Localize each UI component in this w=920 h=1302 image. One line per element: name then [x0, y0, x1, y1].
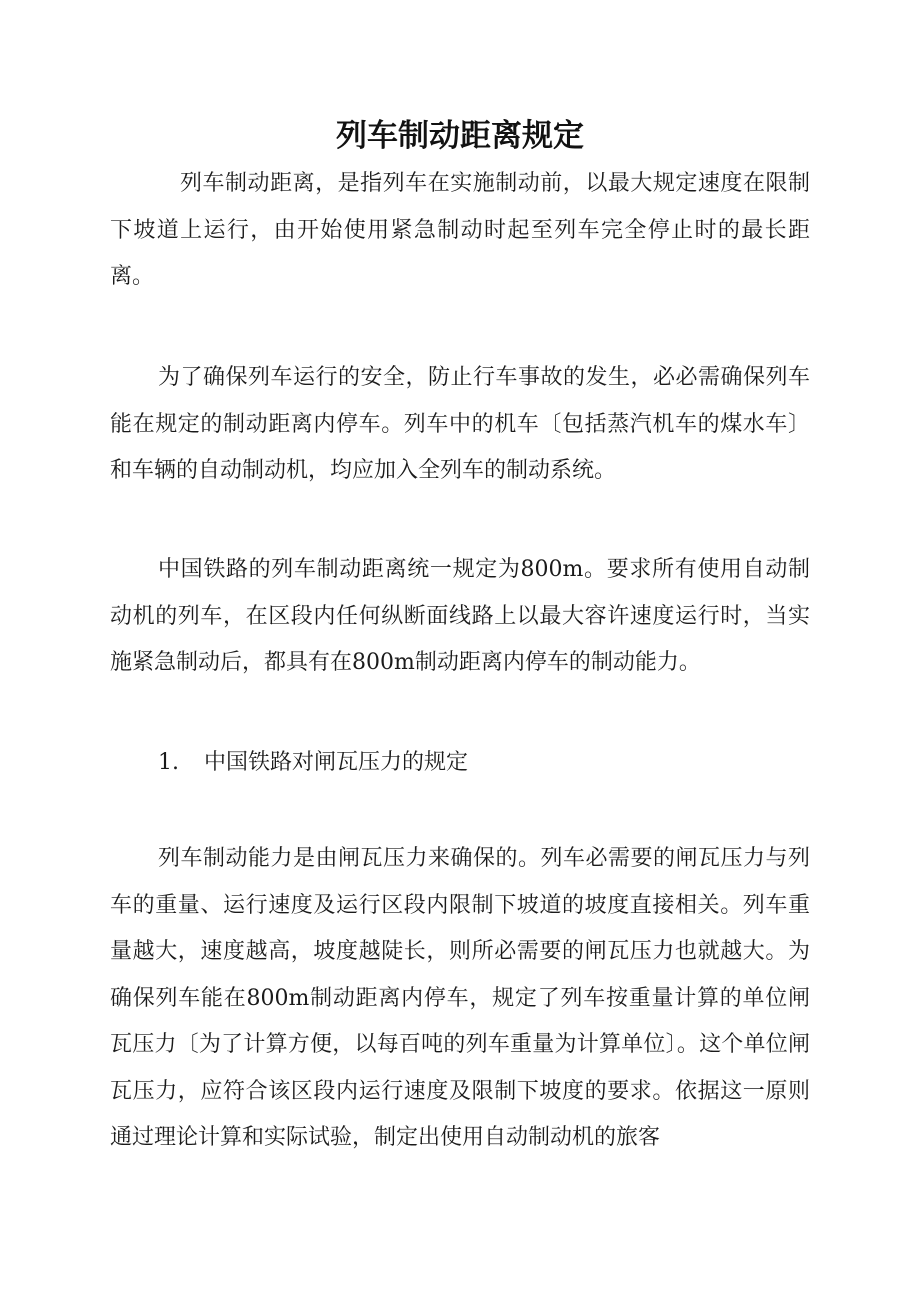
paragraph-safety: 为了确保列车运行的安全，防止行车事故的发生，必必需确保列车能在规定的制动距离内停车。列车中的机车〔包括蒸汽机车的煤水车〕和车辆的自动制动机，均应加入全列车的制动系统。 — [110, 365, 810, 483]
paragraph-china-standard: 中国铁路的列车制动距离统一规定为800m。要求所有使用自动制动机的列车，在区段内任何纵断面线路上以最大容许速度运行时，当实施紧急制动后，都具有在800m制动距离内停车的制动能力。 — [110, 557, 810, 675]
section-heading — [158, 740, 468, 786]
section-number: 1. — [158, 750, 179, 775]
section-heading-text: 中国铁路对闸瓦压力的规定 — [204, 750, 469, 775]
page-title: 列车制动距离规定 — [336, 118, 584, 154]
paragraph-definition: 列车制动距离，是指列车在实施制动前，以最大规定速度在限制下坡道上运行，由开始使用紧急制动时起至列车完全停止时的最长距离。 — [110, 171, 810, 289]
paragraph-brake-capacity: 列车制动能力是由闸瓦压力来确保的。列车必需要的闸瓦压力与列车的重量、运行速度及运行区段内限制下坡道的坡度直接相关。列车重量越大，速度越高，坡度越陡长，则所必需要的闸瓦压力也就越大。为确保列车能在800m制动距离内停车，规定了列车按重量计算的单位闸瓦压力〔为了计算方便，以每百吨的列车重量为计算单位〕。这个单位闸瓦压力，应符合该区段内运行速度及限制下坡度的要求。依据这一原则通过理论计算和实际试验，制定出使用自动制动机的旅客 — [110, 846, 810, 1150]
